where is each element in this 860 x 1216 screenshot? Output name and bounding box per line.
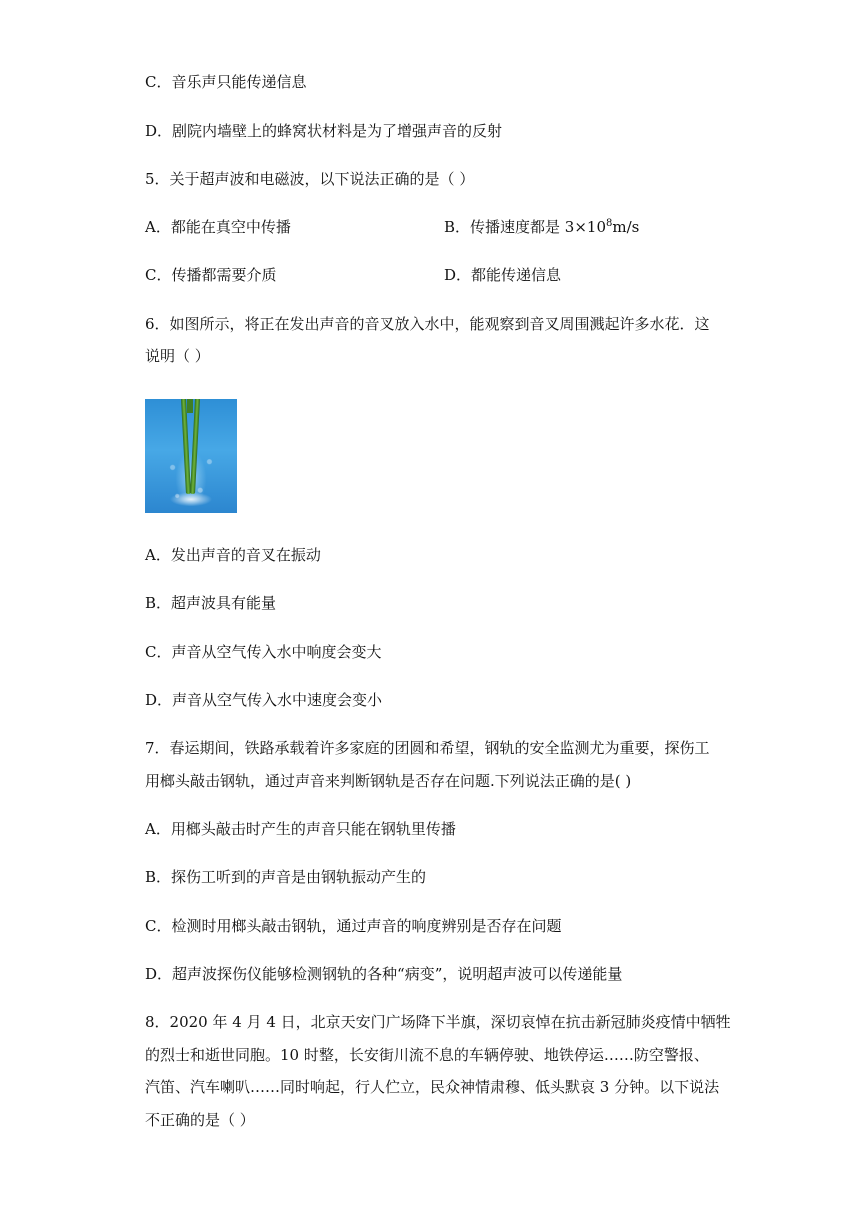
q5-option-b-prefix: B．传播速度都是 3×10 [444,218,606,236]
q8-stem-line-3: 汽笛、汽车喇叭……同时响起，行人伫立，民众神情肃穆、低头默哀 3 分钟。以下说法 [145,1078,720,1096]
q7-stem-line-2: 用榔头敲击钢轨，通过声音来判断钢轨是否存在问题.下列说法正确的是( ) [145,772,632,790]
q8-stem-line-2: 的烈士和逝世同胞。10 时整，长安街川流不息的车辆停驶、地铁停运……防空警报、 [145,1046,709,1064]
q8-stem-line-4: 不正确的是（ ） [145,1111,255,1129]
q6-option-b: B．超声波具有能量 [145,594,277,612]
q7-stem-line-1: 7．春运期间，铁路承载着许多家庭的团圆和希望，钢轨的安全监测尤为重要，探伤工 [145,739,710,757]
tuning-fork-prong-right [190,399,200,494]
tuning-fork-handle [187,399,193,413]
q6-option-a: A．发出声音的音叉在振动 [145,546,321,564]
q6-option-d: D．声音从空气传入水中速度会变小 [145,691,383,709]
q5-option-c: C．传播都需要介质 [145,266,277,284]
q6-option-c: C．声音从空气传入水中响度会变大 [145,643,382,661]
q5-option-a: A．都能在真空中传播 [145,218,291,236]
q7-option-d: D．超声波探伤仪能够检测钢轨的各种“病变”，说明超声波可以传递能量 [145,965,623,983]
q5-option-b-unit: m/s [612,218,640,236]
q5-option-b [444,217,639,237]
q5-stem: 5．关于超声波和电磁波，以下说法正确的是（ ） [145,170,475,188]
q7-option-b: B．探伤工听到的声音是由钢轨振动产生的 [145,868,427,886]
q5-option-b-exponent: 8 [606,218,613,229]
q7-option-c: C．检测时用榔头敲击钢轨，通过声音的响度辨别是否存在问题 [145,917,562,935]
q5-option-d: D．都能传递信息 [444,266,562,284]
q7-option-a: A．用榔头敲击时产生的声音只能在钢轨里传播 [145,820,456,838]
q4-option-c: C．音乐声只能传递信息 [145,73,307,91]
q6-stem-line-1: 6．如图所示，将正在发出声音的音叉放入水中，能观察到音叉周围溅起许多水花．这 [145,315,710,333]
q6-stem-line-2: 说明（ ） [145,347,210,365]
q8-stem-line-1: 8．2020 年 4 月 4 日，北京天安门广场降下半旗，深切哀悼在抗击新冠肺炎疫情中牺牲 [145,1013,731,1031]
q4-option-d: D．剧院内墙壁上的蜂窝状材料是为了增强声音的反射 [145,122,503,140]
tuning-fork-in-water-photo [145,399,237,513]
tuning-fork-prong-left [181,399,191,494]
